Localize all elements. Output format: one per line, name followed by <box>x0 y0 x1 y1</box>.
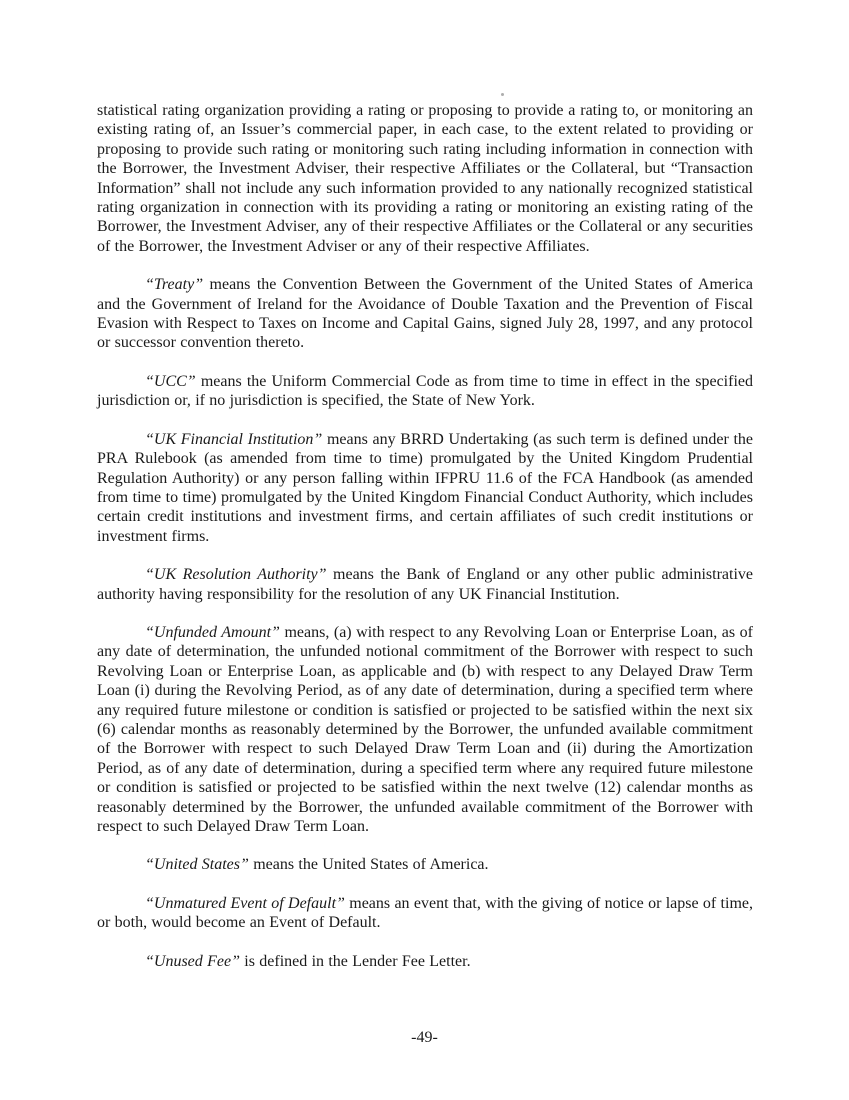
paragraph <box>97 565 753 604</box>
paragraph <box>97 101 753 256</box>
paragraph-text: means the Uniform Commercial Code as from time to time in effect in the specified jurisdiction or, if no jurisdiction is specified, the State of New York. <box>97 372 753 410</box>
defined-term: “UK Resolution Authority” <box>145 566 327 584</box>
paragraph <box>97 894 753 933</box>
paragraph <box>97 623 753 836</box>
paragraph-text: is defined in the Lender Fee Letter. <box>239 952 471 970</box>
paragraph-text: means an event that, with the giving of notice or lapse of time, or both, would become an Event of Default. <box>97 894 753 932</box>
paragraph <box>97 372 753 411</box>
paragraph-text: means the Convention Between the Government of the United States of America and the Government of Ireland for the Avoidance of Double Taxation and the Prevention of Fiscal Evasion with Respect to Taxes on Income and Capital Gains, signed July 28, 1997, and any protocol or successor convention thereto. <box>97 276 753 352</box>
paragraph-text: means the Bank of England or any other public administrative authority having responsibility for the resolution of any UK Financial Institution. <box>97 566 753 603</box>
stray-mark <box>501 93 504 96</box>
defined-term: “Treaty” <box>145 276 204 294</box>
paragraph-text: means the United States of America. <box>248 856 489 874</box>
paragraph-text: means any BRRD Undertaking (as such term is defined under the PRA Rulebook (as amended from time to time) promulgated by the United Kingdom Prudential Regulation Authority) or any person falling within IFPRU 11.6 of the FCA Handbook (as amended from time to time) promulgated by the United Kingdom Financial Conduct Authority, which includes certain credit institutions and investment firms, and certain affiliates of such credit institutions or investment firms. <box>97 430 753 545</box>
defined-term: “United States” <box>145 856 249 874</box>
paragraph <box>97 275 753 353</box>
defined-term: “UCC” <box>145 372 196 390</box>
defined-term: “Unused Fee” <box>145 952 240 970</box>
page-body <box>97 101 753 971</box>
defined-term: “Unmatured Event of Default” <box>145 894 345 912</box>
paragraph <box>97 952 753 971</box>
page-number: -49- <box>411 1029 438 1046</box>
paragraph <box>97 855 753 874</box>
defined-term: “UK Financial Institution” <box>145 430 323 448</box>
defined-term: “Unfunded Amount” <box>145 623 280 641</box>
paragraph <box>97 430 753 546</box>
paragraph-text: statistical rating organization providing a rating or proposing to provide a rating to, or monitoring an existing rating of, an Issuer’s commercial paper, in each case, to the extent related to providing or proposing to provide such rating or monitoring such rating including information in connection with the Borrower, the Investment Adviser, their respective Affiliates or the Collateral, but “Transaction Information” shall not include any such information provided to any nationally recognized statistical rating organization in connection with its providing a rating or monitoring an existing rating of the Borrower, the Investment Adviser, any of their respective Affiliates or the Collateral or any securities of the Borrower, the Investment Adviser or any of their respective Affiliates. <box>97 102 753 255</box>
paragraph-text: means, (a) with respect to any Revolving Loan or Enterprise Loan, as of any date of determination, the unfunded notional commitment of the Borrower with respect to such Revolving Loan or Enterprise Loan, as applicable and (b) with respect to any Delayed Draw Term Loan (i) during the Revolving Period, as of any date of determination, during a specified term where any required future milestone or condition is satisfied or projected to be satisfied within the next six (6) calendar months as reasonably determined by the Borrower, the unfunded available commitment of the Borrower with respect to such Delayed Draw Term Loan and (ii) during the Amortization Period, as of any date of determination, during a specified term where any required future milestone or condition is satisfied or projected to be satisfied within the next twelve (12) calendar months as reasonably determined by the Borrower, the unfunded available commitment of the Borrower with respect to such Delayed Draw Term Loan. <box>97 623 753 835</box>
